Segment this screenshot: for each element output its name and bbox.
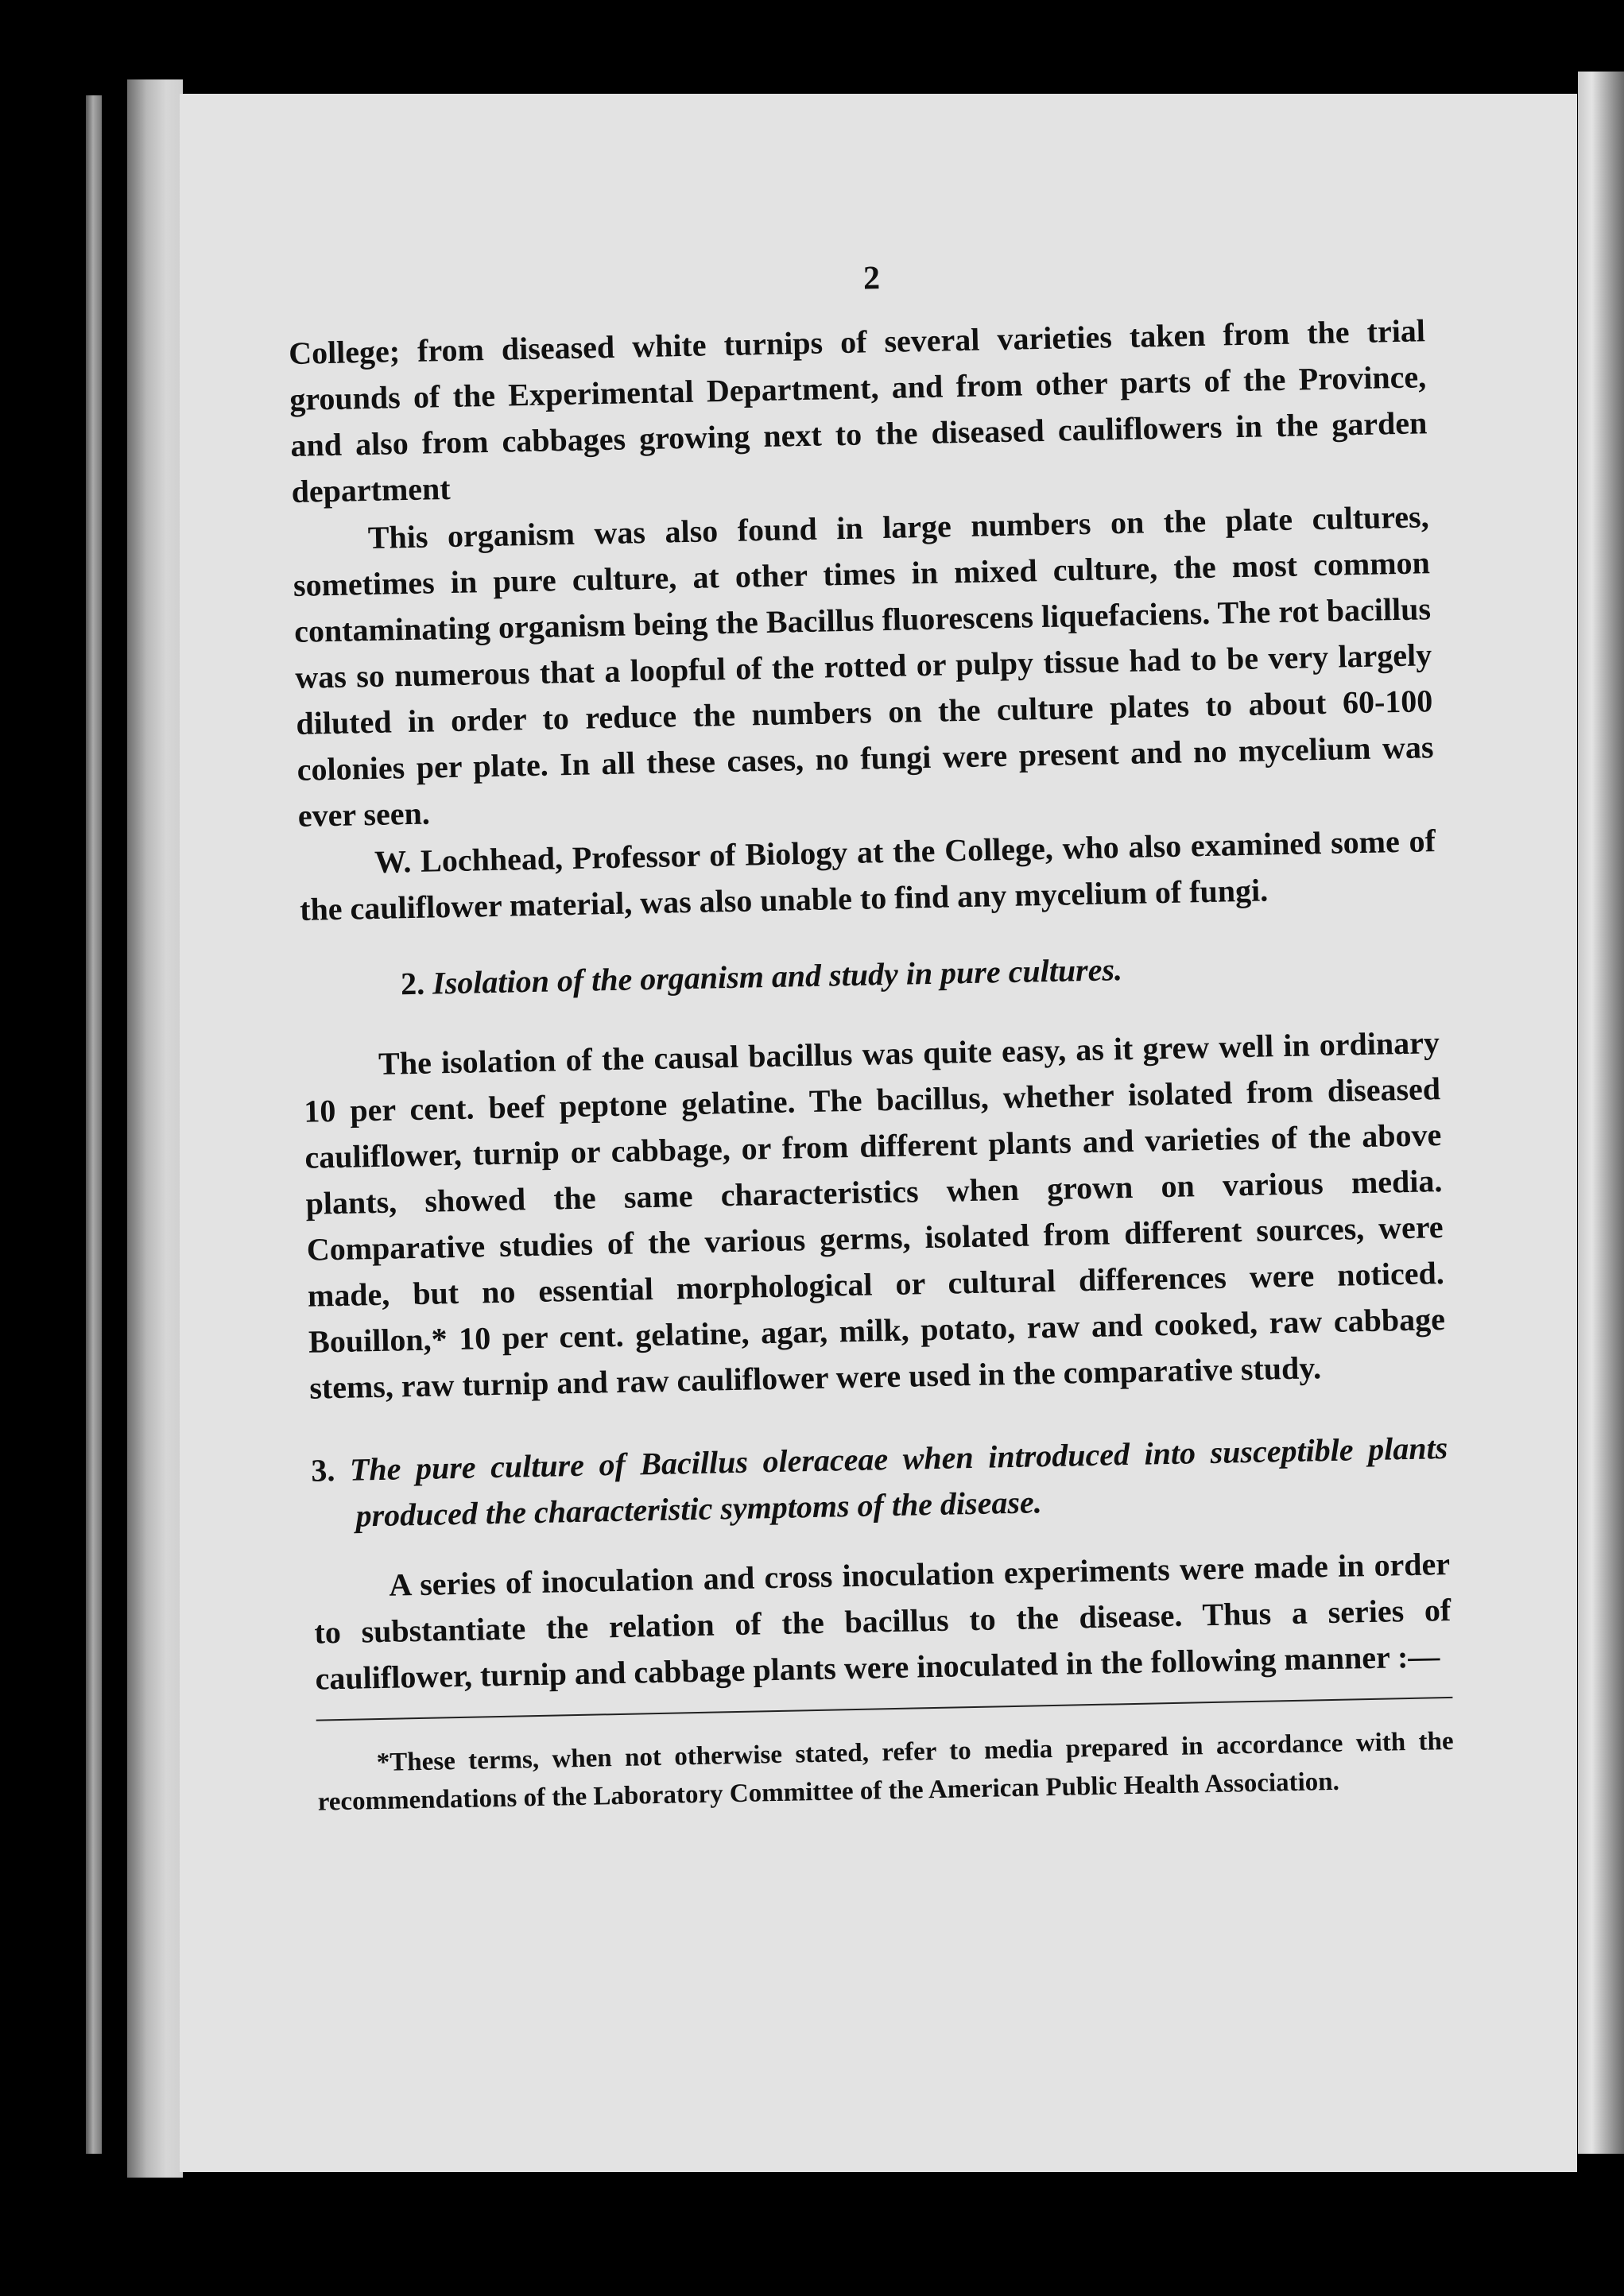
body-paragraph: College; from diseased white turnips of several varieties taken from the trial grounds of the Experimental Department, and from other parts of the Province, and also from cabbages growing next to the diseased cauliflowers in the garden department bbox=[288, 312, 1428, 509]
section-heading bbox=[311, 1425, 1449, 1540]
book-gutter-edge bbox=[127, 79, 183, 2178]
body-paragraph: This organism was also found in large numbers on the plate cultures, sometimes in pure culture, at other times in mixed culture, the most common contaminating organism being the Bacillus fluorescens liquefaciens. The rot bacillus was so numerous that a loopful of the rotted or pulpy tissue had to be very largely diluted in order to reduce the numbers on the culture plates to about 60-100 colonies per plate. In all these cases, no fungi were present and no mycelium was ever seen. bbox=[293, 498, 1434, 834]
body-paragraph: W. Lochhead, Professor of Biology at the College, who also examined some of the cauliflower material, was also unable to find any mycelium of fungi. bbox=[299, 823, 1436, 927]
section-title: Isolation of the organism and study in pure cultures. bbox=[432, 951, 1123, 1001]
body-paragraph: The isolation of the causal bacillus was quite easy, as it grew well in ordinary 10 per cent. beef peptone gelatine. The bacillus, whether isolated from diseased cauliflower, turnip or cabbage, or from different plants and varieties of the above plants, showed the same characteristics when grown on various media. Comparative studies of the various germs, isolated from different sources, were made, but no essential morphological or cultural differences were noticed. Bouillon,* 10 per cent. gelatine, agar, milk, potato, raw and cooked, raw cabbage stems, raw turnip and raw cauliflower were used in the comparative study. bbox=[303, 1024, 1446, 1406]
book-right-edge bbox=[1578, 72, 1624, 2154]
page-content bbox=[287, 244, 1455, 1821]
scanned-page bbox=[180, 94, 1577, 2172]
book-spine-stripe bbox=[86, 95, 102, 2154]
section-number: 3. bbox=[310, 1452, 335, 1489]
section-heading bbox=[301, 940, 1439, 1009]
page-number: 2 bbox=[862, 260, 881, 297]
section-title: The pure culture of Bacillus oleraceae when introduced into susceptible plants produced the characteristic symptoms of the disease. bbox=[349, 1429, 1448, 1534]
body-paragraph: A series of inoculation and cross inoculation experiments were made in order to substantiate the relation of the bacillus to the disease. Thus a series of cauliflower, turnip and cabbage plants were inoculated in the following manner :— bbox=[314, 1545, 1452, 1697]
footnote: *These terms, when not otherwise stated, refer to media prepared in accordance with the recommendations of the Laboratory Committee of the American Public Health Association. bbox=[317, 1726, 1454, 1817]
section-number: 2. bbox=[400, 965, 425, 1002]
footnote-divider bbox=[316, 1697, 1453, 1721]
